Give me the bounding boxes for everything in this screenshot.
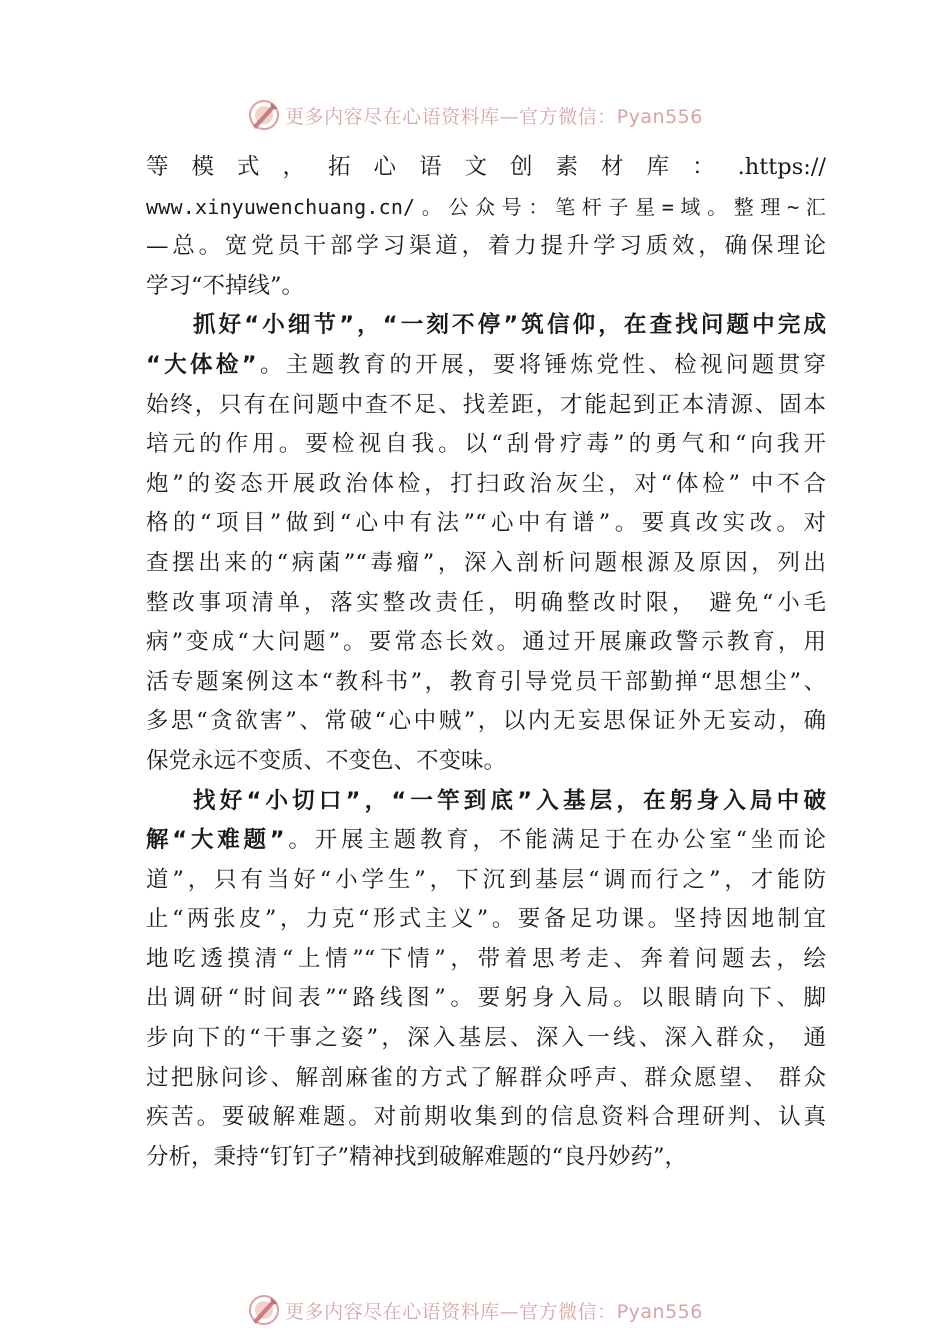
banner-text: 更多内容尽在心语资料库—官方微信：Pyan556 — [285, 105, 703, 128]
text-line: 保党永远不变质、不变色、不变味。 — [146, 747, 507, 774]
text-line: 炮”的姿态开展政治体检，打扫政治灰尘，对“体检” 中不合 — [146, 470, 826, 497]
text-line: 整改事项清单，落实整改责任，明确整改时限， 避免“小毛 — [146, 589, 826, 616]
text-line: 多思“贪欲害”、常破“心中贼”，以内无妄思保证外无妄动，确 — [146, 708, 826, 735]
text-line: 格的“项目”做到“心中有法”“心中有谱”。要真改实改。对 — [146, 510, 826, 537]
text-line: 培元的作用。要检视自我。以“刮骨疗毒”的勇气和“向我开 — [146, 431, 826, 458]
pen-seal-logo-icon — [247, 98, 281, 132]
text-line: 疾苦。要破解难题。对前期收集到的信息资料合理研判、认真 — [146, 1104, 826, 1131]
text-line: 分析，秉持“钉钉子”精神找到破解难题的“良丹妙药”， — [146, 1143, 688, 1170]
text-line: 查摆出来的“病菌”“毒瘤”，深入剖析问题根源及原因，列出 — [146, 549, 826, 576]
text-line: 地吃透摸清“上情”“下情”，带着思考走、奔着问题去，绘 — [146, 945, 826, 972]
section-heading-entry-point-cont: 解“大难题” — [146, 827, 285, 854]
text-line: 始终，只有在问题中查不足、找差距，才能起到正本清源、固本 — [146, 391, 826, 418]
text-line: 步向下的“干事之姿”，深入基层、深入一线、深入群众， 通 — [146, 1025, 826, 1052]
text-line: 解“大难题”。开展主题教育，不能满足于在办公室“坐而论 — [146, 827, 826, 854]
section-heading-entry-point: 找好“小切口”，“一竿到底”入基层，在躬身入局中破 — [193, 787, 826, 814]
text-line: 等模式，拓心语文创素材库：.https:// — [146, 154, 826, 180]
text-line: 止“两张皮”，力克“形式主义”。要备足功课。坚持因地制宜 — [146, 906, 826, 933]
text-line: —总。宽党员干部学习渠道，着力提升学习质效，确保理论 — [146, 233, 826, 260]
footer-watermark-banner — [0, 1290, 950, 1330]
document-body — [146, 148, 826, 1177]
text-line: 过把脉问诊、解剖麻雀的方式了解群众呼声、群众愿望、 群众 — [146, 1064, 826, 1091]
text-line: “大体检”。主题教育的开展，要将锤炼党性、检视问题贯穿 — [146, 351, 826, 378]
text-line: 道”，只有当好“小学生”，下沉到基层“调而行之”，才能防 — [146, 866, 826, 893]
text-line: 病”变成“大问题”。要常态长效。通过开展廉政警示教育，用 — [146, 629, 826, 656]
text-line: 活专题案例这本“教科书”，教育引导党员干部勤掸“思想尘”、 — [146, 668, 826, 695]
header-watermark-banner — [0, 95, 950, 135]
text-line: 学习“不掉线”。 — [146, 272, 305, 299]
pen-seal-logo-icon — [247, 1293, 281, 1327]
text-line: 出调研“时间表”“路线图”。要躬身入局。以眼睛向下、脚 — [146, 985, 826, 1012]
banner-text: 更多内容尽在心语资料库—官方微信：Pyan556 — [285, 1300, 703, 1323]
section-heading-details: 抓好“小细节”，“一刻不停”筑信仰，在查找问题中完成 — [193, 312, 826, 339]
section-heading-details-cont: “大体检” — [146, 351, 257, 378]
text-line-url: www.xinyuwenchuang.cn/。公众号：笔杆子星=域。整理~汇 — [146, 194, 826, 219]
